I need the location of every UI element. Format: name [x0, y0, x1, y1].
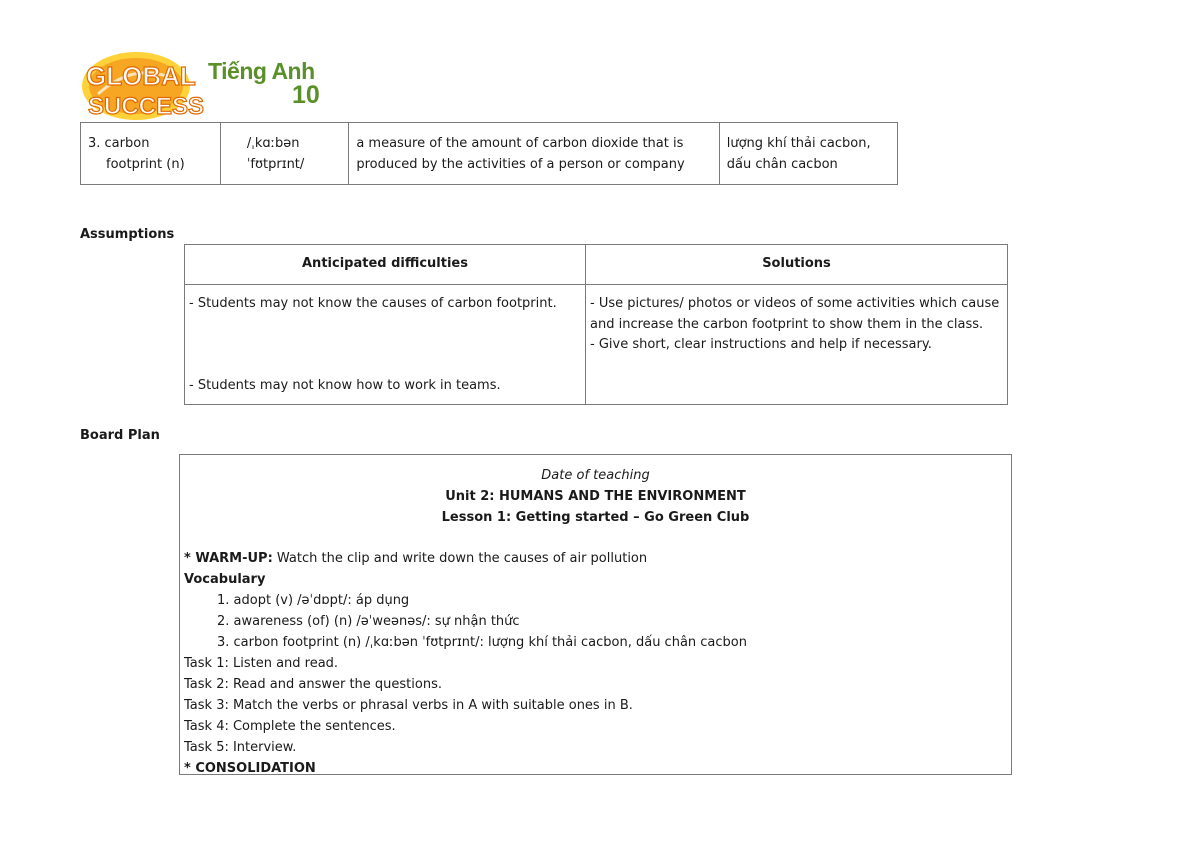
vocab-meaning-2: dấu chân cacbon — [726, 156, 838, 172]
vocab-list-item: 3. carbon footprint (n) /ˌkɑːbən ˈfʊtprɪnt/: lượng khí thải cacbon, dấu chân cacbon — [217, 635, 747, 650]
task-item: Task 5: Interview. — [184, 740, 297, 755]
task-item: Task 4: Complete the sentences. — [184, 719, 396, 734]
vocab-list-item: 2. awareness (of) (n) /əˈweənəs/: sự nhận thức — [217, 614, 520, 629]
vocab-meaning-1: lượng khí thải cacbon, — [726, 136, 871, 151]
warmup-line — [184, 548, 1007, 569]
table-row — [81, 123, 898, 185]
board-plan-box — [179, 454, 1012, 775]
task-item: Task 3: Match the verbs or phrasal verbs in A with suitable ones in B. — [184, 698, 633, 713]
assumptions-table — [184, 244, 1008, 405]
consolidation-label: * CONSOLIDATION — [184, 761, 316, 776]
solution-item: - Give short, clear instructions and help if necessary. — [590, 337, 932, 352]
vocab-ipa-1: /ˌkɑːbən — [246, 136, 300, 151]
badge-line-2: SUCCESS — [88, 93, 205, 120]
vocab-definition-2: produced by the activities of a person or company — [356, 156, 685, 172]
warmup-label: * WARM-UP: — [184, 551, 273, 566]
lesson-title: Lesson 1: Getting started – Go Green Club — [441, 510, 750, 525]
solutions-header: Solutions — [586, 245, 1008, 285]
badge-line-1: GLOBAL — [86, 61, 196, 91]
warmup-text: Watch the clip and write down the causes of air pollution — [272, 551, 648, 566]
board-plan-heading: Board Plan — [80, 428, 160, 443]
solution-item: - Use pictures/ photos or videos of some activities which cause and increase the carbon footprint to show them in the class. — [590, 296, 1000, 332]
vocab-ipa-cell — [220, 123, 348, 185]
solutions-cell — [586, 285, 1008, 405]
task-item: Task 1: Listen and read. — [184, 656, 339, 671]
vocab-word-cell — [81, 123, 221, 185]
vocabulary-label: Vocabulary — [184, 572, 266, 587]
vocab-word: 3. carbon — [88, 136, 150, 151]
date-of-teaching: Date of teaching — [541, 468, 650, 483]
vocab-ipa-2: ˈfʊtprɪnt/ — [246, 156, 305, 172]
vocab-list-item: 1. adopt (v) /əˈdɒpt/: áp dụng — [217, 593, 410, 608]
vocab-definition-1: a measure of the amount of carbon dioxide that is — [356, 136, 684, 151]
logo-grade: 10 — [292, 81, 320, 109]
assumptions-heading: Assumptions — [80, 227, 175, 242]
table-header-row — [185, 245, 1008, 285]
difficulties-cell — [185, 285, 586, 405]
vocabulary-table — [80, 122, 898, 185]
global-success-badge-icon — [80, 50, 205, 122]
unit-title: Unit 2: HUMANS AND THE ENVIRONMENT — [445, 489, 746, 504]
difficulties-header: Anticipated difficulties — [185, 245, 586, 285]
difficulty-item: - Students may not know how to work in teams. — [189, 377, 501, 393]
logo-title: Tiếng Anh — [208, 58, 315, 84]
difficulty-item: - Students may not know the causes of carbon footprint. — [189, 296, 557, 311]
table-row — [185, 285, 1008, 405]
vocab-word-type: footprint (n) — [106, 156, 185, 172]
task-item: Task 2: Read and answer the questions. — [184, 677, 442, 692]
vocab-meaning-cell — [719, 123, 897, 185]
vocab-definition-cell — [349, 123, 719, 185]
global-success-logo — [80, 50, 340, 122]
